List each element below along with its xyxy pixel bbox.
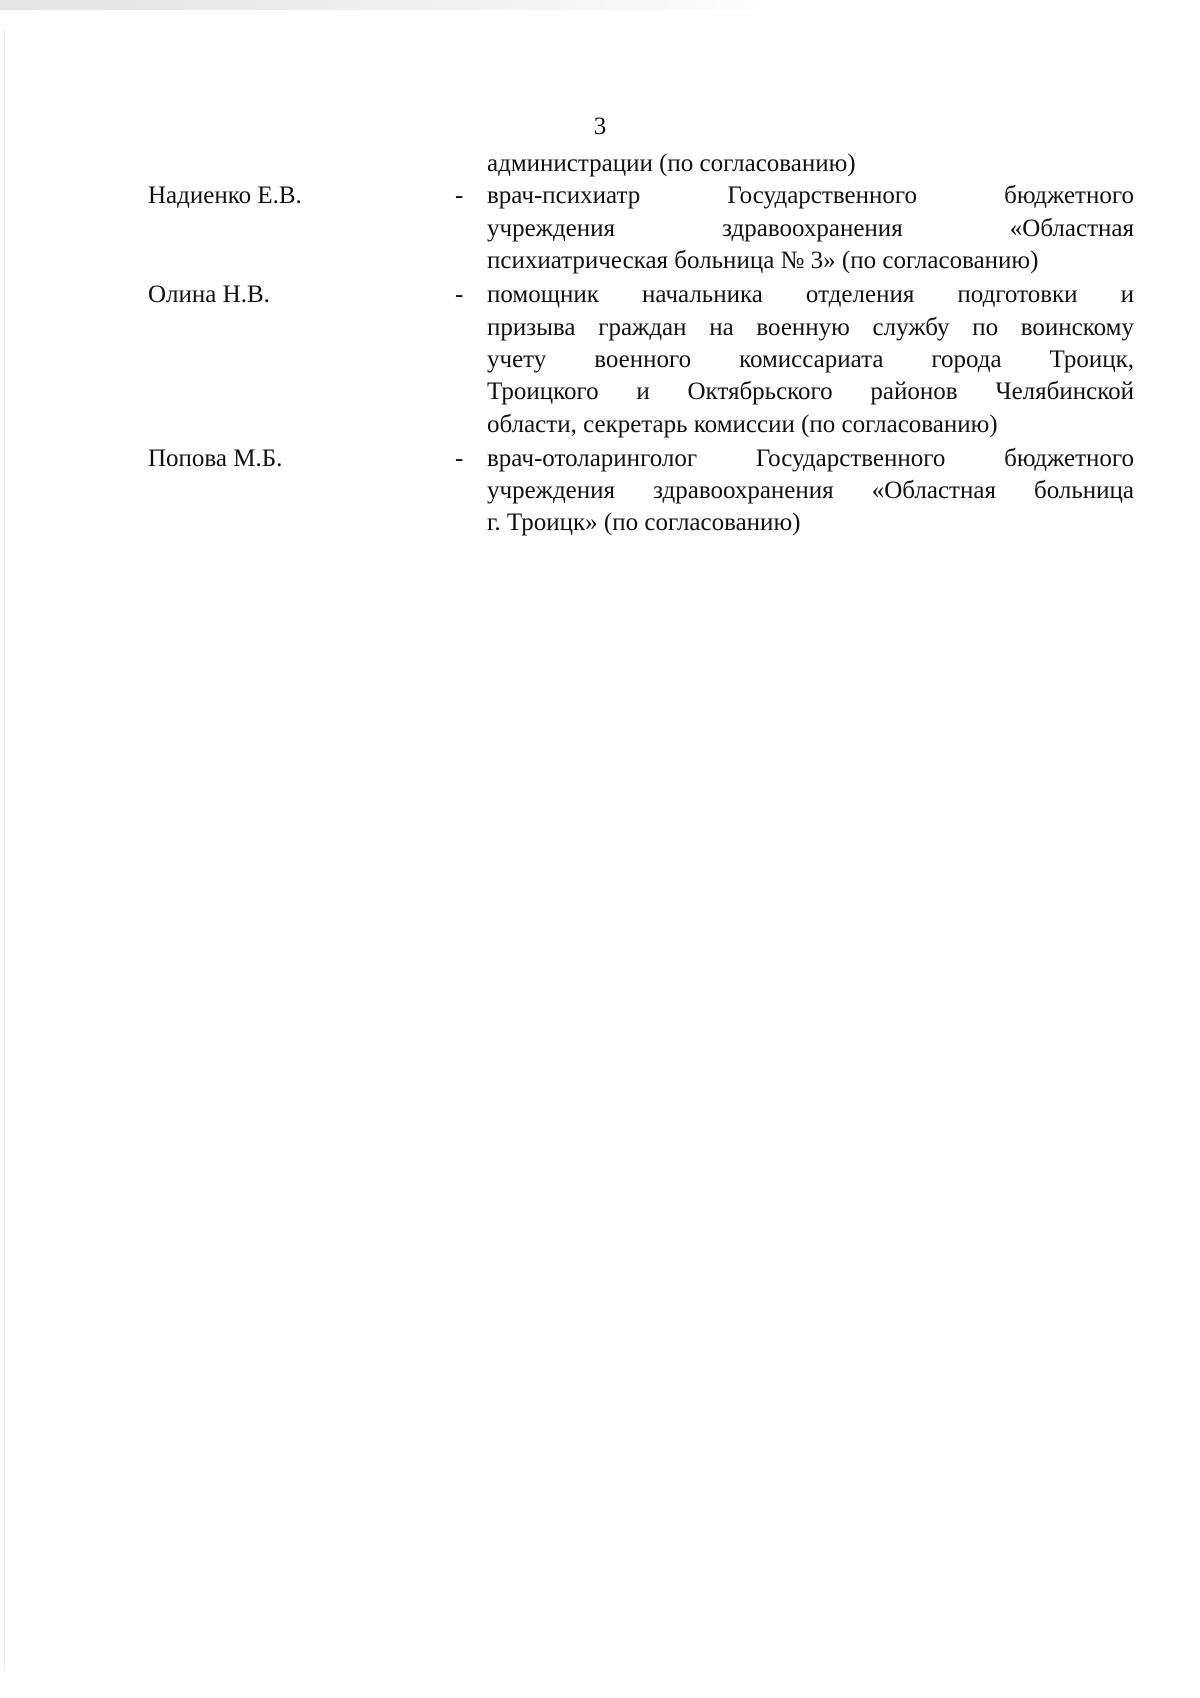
- member-line: [0, 279, 1200, 311]
- member-position-line: призыва граждан на военную службу по воинскому: [487, 313, 1134, 341]
- page-number: 3: [593, 113, 607, 140]
- continuation-text: администрации (по согласованию): [487, 150, 856, 177]
- member-line: [0, 507, 1200, 539]
- member-position-line: учреждения здравоохранения «Областная: [487, 214, 1134, 242]
- member-position-line: области, секретарь комиссии (по согласованию): [487, 410, 998, 438]
- member-line: [0, 475, 1200, 507]
- member-line: [0, 443, 1200, 475]
- member-position-line: психиатрическая больница № 3» (по согласованию): [487, 247, 1039, 275]
- member-line: [0, 180, 1200, 212]
- member-dash: -: [455, 182, 464, 210]
- member-entry: [0, 279, 1200, 441]
- scan-edge-shading: [0, 0, 800, 10]
- member-position-line: помощник начальника отделения подготовки и: [487, 281, 1134, 309]
- member-position-line: учреждения здравоохранения «Областная больница: [487, 477, 1134, 505]
- continuation-line: [0, 148, 1200, 180]
- member-position-line: г. Троицк» (по согласованию): [487, 509, 801, 537]
- member-line: [0, 312, 1200, 344]
- member-entry: [0, 443, 1200, 540]
- member-name: Попова М.Б.: [148, 444, 283, 472]
- member-position-line: врач-психиатр Государственного бюджетного: [487, 182, 1134, 210]
- member-name: Надиенко Е.В.: [148, 182, 302, 210]
- member-position-line: врач-отоларинголог Государственного бюджетного: [487, 444, 1134, 472]
- member-line: [0, 409, 1200, 441]
- member-dash: -: [455, 281, 464, 309]
- member-position-line: учету военного комиссариата города Троицк,: [487, 345, 1134, 373]
- member-line: [0, 213, 1200, 245]
- member-dash: -: [455, 444, 464, 472]
- member-line: [0, 245, 1200, 277]
- member-name: Олина Н.В.: [148, 281, 270, 309]
- member-entry: [0, 180, 1200, 277]
- member-line: [0, 376, 1200, 408]
- commission-members-list: [0, 148, 1200, 540]
- member-line: [0, 344, 1200, 376]
- member-position-line: Троицкого и Октябрьского районов Челябинской: [487, 378, 1134, 406]
